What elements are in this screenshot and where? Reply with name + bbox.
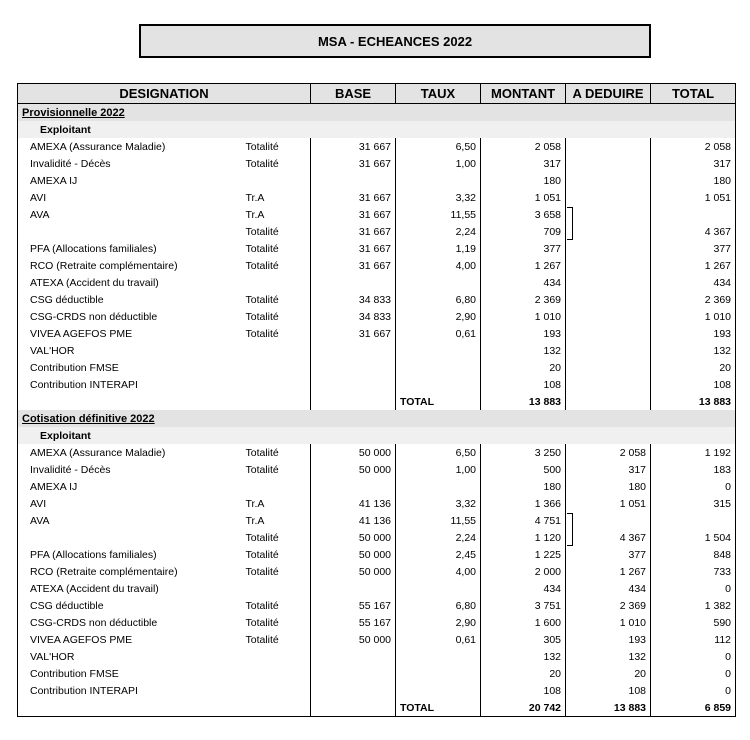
row-type: [242, 665, 311, 682]
row-a-deduire: 2 369: [566, 597, 651, 614]
row-taux: 2,90: [396, 308, 481, 325]
total-label: TOTAL: [396, 699, 481, 717]
row-montant: 3 751: [481, 597, 566, 614]
row-taux: 11,55: [396, 512, 481, 529]
table-row: [18, 461, 736, 478]
row-designation: Contribution INTERAPI: [18, 682, 242, 699]
row-type: [242, 359, 311, 376]
row-type: Totalité: [245, 616, 279, 629]
total-montant: 20 742: [481, 699, 566, 717]
row-base: 55 167: [311, 614, 396, 631]
row-total: 0: [651, 665, 736, 682]
row-montant: 108: [481, 376, 566, 393]
row-montant: 180: [481, 172, 566, 189]
row-base: 31 667: [311, 240, 396, 257]
row-type: Totalité: [245, 531, 279, 544]
row-taux: 1,19: [396, 240, 481, 257]
row-taux: 3,32: [396, 495, 481, 512]
table-row: [18, 495, 736, 512]
row-designation: AVA: [18, 206, 242, 223]
row-base: 50 000: [311, 563, 396, 580]
row-total: 2 369: [651, 291, 736, 308]
row-total: 4 367: [651, 223, 736, 240]
echeances-table-wrapper: [17, 83, 735, 717]
row-total: 1 051: [651, 189, 736, 206]
row-designation: PFA (Allocations familiales): [18, 240, 242, 257]
table-row: [18, 444, 736, 461]
row-taux: [396, 478, 481, 495]
row-total: [651, 206, 736, 223]
row-total: 848: [651, 546, 736, 563]
row-type: Totalité: [245, 140, 279, 153]
header-a-deduire: A DEDUIRE: [566, 84, 651, 104]
row-montant: 193: [481, 325, 566, 342]
row-type: Totalité: [245, 293, 279, 306]
row-montant: 434: [481, 580, 566, 597]
row-a-deduire: [566, 189, 651, 206]
row-a-deduire: [566, 308, 651, 325]
row-taux: 2,45: [396, 546, 481, 563]
row-a-deduire: [566, 376, 651, 393]
table-row: [18, 580, 736, 597]
subsection-title: Exploitant: [18, 121, 736, 138]
row-total: [651, 512, 736, 529]
row-taux: 1,00: [396, 155, 481, 172]
row-base: 55 167: [311, 597, 396, 614]
row-taux: 11,55: [396, 206, 481, 223]
row-total: 0: [651, 580, 736, 597]
table-row: [18, 546, 736, 563]
table-row: [18, 308, 736, 325]
row-type: Totalité: [245, 242, 279, 255]
row-designation: [18, 223, 242, 240]
row-designation: Contribution FMSE: [18, 359, 242, 376]
total-a-deduire: [566, 393, 651, 410]
row-type: Tr.A: [245, 208, 265, 221]
row-base: [311, 376, 396, 393]
row-taux: [396, 665, 481, 682]
table-row: [18, 274, 736, 291]
row-designation: RCO (Retraite complémentaire): [18, 257, 242, 274]
document-title: MSA - ECHEANCES 2022: [139, 24, 651, 58]
total-total: 6 859: [651, 699, 736, 717]
ava-bracket: [567, 513, 573, 546]
row-base: 50 000: [311, 529, 396, 546]
row-taux: [396, 274, 481, 291]
row-base: [311, 665, 396, 682]
row-taux: 1,00: [396, 461, 481, 478]
row-type: Tr.A: [245, 191, 265, 204]
row-a-deduire: [566, 172, 651, 189]
row-montant: 1 120: [481, 529, 566, 546]
row-total: 108: [651, 376, 736, 393]
table-row: [18, 648, 736, 665]
table-row: [18, 155, 736, 172]
row-taux: [396, 580, 481, 597]
table-row: [18, 172, 736, 189]
row-montant: 377: [481, 240, 566, 257]
row-montant: 317: [481, 155, 566, 172]
row-montant: 500: [481, 461, 566, 478]
row-designation: ATEXA (Accident du travail): [18, 580, 242, 597]
row-taux: 2,24: [396, 223, 481, 240]
row-montant: 20: [481, 359, 566, 376]
row-designation: PFA (Allocations familiales): [18, 546, 242, 563]
row-type: [242, 478, 311, 495]
table-row: [18, 189, 736, 206]
subsection-header: [18, 121, 736, 138]
row-a-deduire: 377: [566, 546, 651, 563]
row-montant: 2 369: [481, 291, 566, 308]
row-base: 50 000: [311, 631, 396, 648]
row-total: 590: [651, 614, 736, 631]
table-row: [18, 240, 736, 257]
row-designation: VIVEA AGEFOS PME: [18, 631, 242, 648]
table-row: [18, 376, 736, 393]
row-base: 31 667: [311, 138, 396, 155]
row-montant: 1 010: [481, 308, 566, 325]
table-row: [18, 563, 736, 580]
row-a-deduire: [566, 155, 651, 172]
row-total: 112: [651, 631, 736, 648]
row-designation: AMEXA (Assurance Maladie): [18, 444, 242, 461]
row-type: Totalité: [245, 225, 279, 238]
row-designation: ATEXA (Accident du travail): [18, 274, 242, 291]
ava-bracket: [567, 207, 573, 240]
row-montant: 1 600: [481, 614, 566, 631]
row-base: 50 000: [311, 461, 396, 478]
total-row: [18, 393, 736, 410]
row-a-deduire: [566, 138, 651, 155]
row-taux: [396, 648, 481, 665]
table-row: [18, 206, 736, 223]
section-header: [18, 104, 736, 122]
row-designation: AMEXA IJ: [18, 478, 242, 495]
table-row: [18, 597, 736, 614]
row-type: Tr.A: [245, 514, 265, 527]
row-taux: 4,00: [396, 563, 481, 580]
row-montant: 132: [481, 342, 566, 359]
row-total: 1 504: [651, 529, 736, 546]
row-type: [242, 172, 311, 189]
row-taux: [396, 342, 481, 359]
row-designation: AVI: [18, 189, 242, 206]
row-a-deduire: 132: [566, 648, 651, 665]
row-type: Totalité: [245, 633, 279, 646]
row-taux: [396, 172, 481, 189]
header-base: BASE: [311, 84, 396, 104]
row-total: 1 010: [651, 308, 736, 325]
row-taux: [396, 359, 481, 376]
row-a-deduire: [566, 223, 651, 240]
total-empty-designation: [18, 699, 311, 717]
table-row: [18, 138, 736, 155]
row-a-deduire: [566, 257, 651, 274]
row-total: 377: [651, 240, 736, 257]
row-type: Totalité: [245, 565, 279, 578]
row-designation: Contribution FMSE: [18, 665, 242, 682]
header-total: TOTAL: [651, 84, 736, 104]
total-a-deduire: 13 883: [566, 699, 651, 717]
row-base: 34 833: [311, 308, 396, 325]
row-designation: CSG-CRDS non déductible: [18, 614, 242, 631]
row-total: 0: [651, 648, 736, 665]
section-title: Cotisation définitive 2022: [18, 410, 736, 427]
table-row: [18, 512, 736, 529]
row-base: 50 000: [311, 546, 396, 563]
row-montant: 709: [481, 223, 566, 240]
row-type: Totalité: [245, 259, 279, 272]
row-a-deduire: 1 051: [566, 495, 651, 512]
row-total: 1 382: [651, 597, 736, 614]
row-a-deduire: 4 367: [566, 529, 651, 546]
table-row: [18, 359, 736, 376]
row-designation: AVI: [18, 495, 242, 512]
total-montant: 13 883: [481, 393, 566, 410]
table-body: [18, 104, 736, 717]
row-montant: 4 751: [481, 512, 566, 529]
row-base: [311, 478, 396, 495]
total-empty-designation: [18, 393, 311, 410]
row-a-deduire: 180: [566, 478, 651, 495]
row-a-deduire: 434: [566, 580, 651, 597]
row-type: [242, 580, 311, 597]
table-row: [18, 682, 736, 699]
row-total: 434: [651, 274, 736, 291]
row-a-deduire: 108: [566, 682, 651, 699]
row-montant: 305: [481, 631, 566, 648]
row-type: Totalité: [245, 463, 279, 476]
section-header: [18, 410, 736, 427]
table-row: [18, 257, 736, 274]
row-total: 317: [651, 155, 736, 172]
row-a-deduire: [566, 512, 651, 529]
row-base: [311, 342, 396, 359]
row-taux: 0,61: [396, 631, 481, 648]
row-designation: CSG déductible: [18, 597, 242, 614]
row-total: 132: [651, 342, 736, 359]
row-base: [311, 274, 396, 291]
row-type: Totalité: [245, 446, 279, 459]
total-total: 13 883: [651, 393, 736, 410]
total-empty-base: [311, 699, 396, 717]
row-montant: 3 250: [481, 444, 566, 461]
row-total: 733: [651, 563, 736, 580]
row-total: 315: [651, 495, 736, 512]
row-montant: 2 058: [481, 138, 566, 155]
row-a-deduire: 1 010: [566, 614, 651, 631]
row-total: 183: [651, 461, 736, 478]
row-taux: 2,90: [396, 614, 481, 631]
row-type: Totalité: [245, 310, 279, 323]
row-taux: 2,24: [396, 529, 481, 546]
row-type: Tr.A: [245, 497, 265, 510]
subsection-header: [18, 427, 736, 444]
row-a-deduire: [566, 206, 651, 223]
row-total: 1 192: [651, 444, 736, 461]
row-designation: Contribution INTERAPI: [18, 376, 242, 393]
row-taux: [396, 682, 481, 699]
row-type: [242, 376, 311, 393]
table-row: [18, 291, 736, 308]
row-type: [242, 682, 311, 699]
row-designation: VAL'HOR: [18, 648, 242, 665]
row-montant: 180: [481, 478, 566, 495]
row-taux: 3,32: [396, 189, 481, 206]
row-total: 2 058: [651, 138, 736, 155]
row-a-deduire: [566, 342, 651, 359]
table-row: [18, 478, 736, 495]
row-a-deduire: 1 267: [566, 563, 651, 580]
row-base: 31 667: [311, 223, 396, 240]
table-row: [18, 665, 736, 682]
table-row: [18, 529, 736, 546]
row-a-deduire: 2 058: [566, 444, 651, 461]
row-total: 0: [651, 682, 736, 699]
row-a-deduire: 193: [566, 631, 651, 648]
row-a-deduire: [566, 359, 651, 376]
total-row: [18, 699, 736, 717]
row-total: 1 267: [651, 257, 736, 274]
row-base: [311, 359, 396, 376]
row-base: [311, 648, 396, 665]
echeances-table: [17, 83, 736, 717]
row-base: 41 136: [311, 495, 396, 512]
total-empty-base: [311, 393, 396, 410]
row-total: 193: [651, 325, 736, 342]
table-row: [18, 325, 736, 342]
row-designation: CSG-CRDS non déductible: [18, 308, 242, 325]
row-designation: VAL'HOR: [18, 342, 242, 359]
row-base: 34 833: [311, 291, 396, 308]
row-taux: [396, 376, 481, 393]
row-designation: CSG déductible: [18, 291, 242, 308]
row-total: 20: [651, 359, 736, 376]
row-base: [311, 172, 396, 189]
row-a-deduire: 317: [566, 461, 651, 478]
row-a-deduire: [566, 240, 651, 257]
row-a-deduire: [566, 274, 651, 291]
row-designation: VIVEA AGEFOS PME: [18, 325, 242, 342]
table-row: [18, 223, 736, 240]
table-row: [18, 342, 736, 359]
row-type: Totalité: [245, 157, 279, 170]
row-designation: Invalidité - Décès: [18, 155, 242, 172]
table-row: [18, 631, 736, 648]
subsection-title: Exploitant: [18, 427, 736, 444]
row-montant: 1 051: [481, 189, 566, 206]
row-montant: 108: [481, 682, 566, 699]
row-taux: 6,50: [396, 138, 481, 155]
section-title: Provisionnelle 2022: [18, 104, 736, 122]
row-taux: 0,61: [396, 325, 481, 342]
row-a-deduire: [566, 325, 651, 342]
row-designation: AVA: [18, 512, 242, 529]
row-type: [242, 274, 311, 291]
header-taux: TAUX: [396, 84, 481, 104]
row-montant: 434: [481, 274, 566, 291]
row-base: [311, 580, 396, 597]
row-designation: RCO (Retraite complémentaire): [18, 563, 242, 580]
row-montant: 1 267: [481, 257, 566, 274]
row-montant: 3 658: [481, 206, 566, 223]
row-base: 31 667: [311, 155, 396, 172]
row-base: 50 000: [311, 444, 396, 461]
row-a-deduire: 20: [566, 665, 651, 682]
header-row: [18, 84, 736, 104]
row-base: 31 667: [311, 325, 396, 342]
row-type: [242, 648, 311, 665]
row-montant: 1 366: [481, 495, 566, 512]
header-designation: DESIGNATION: [18, 84, 311, 104]
row-base: 31 667: [311, 257, 396, 274]
row-base: 31 667: [311, 206, 396, 223]
row-type: Totalité: [245, 327, 279, 340]
row-total: 0: [651, 478, 736, 495]
row-type: [242, 342, 311, 359]
row-type: Totalité: [245, 599, 279, 612]
row-base: [311, 682, 396, 699]
row-total: 180: [651, 172, 736, 189]
row-montant: 2 000: [481, 563, 566, 580]
row-montant: 1 225: [481, 546, 566, 563]
header-montant: MONTANT: [481, 84, 566, 104]
row-base: 41 136: [311, 512, 396, 529]
row-designation: Invalidité - Décès: [18, 461, 242, 478]
table-row: [18, 614, 736, 631]
row-taux: 6,80: [396, 291, 481, 308]
row-taux: 6,80: [396, 597, 481, 614]
row-type: Totalité: [245, 548, 279, 561]
row-montant: 20: [481, 665, 566, 682]
row-designation: [18, 529, 242, 546]
row-taux: 6,50: [396, 444, 481, 461]
row-montant: 132: [481, 648, 566, 665]
row-a-deduire: [566, 291, 651, 308]
row-base: 31 667: [311, 189, 396, 206]
row-designation: AMEXA IJ: [18, 172, 242, 189]
row-designation: AMEXA (Assurance Maladie): [18, 138, 242, 155]
total-label: TOTAL: [396, 393, 481, 410]
row-taux: 4,00: [396, 257, 481, 274]
